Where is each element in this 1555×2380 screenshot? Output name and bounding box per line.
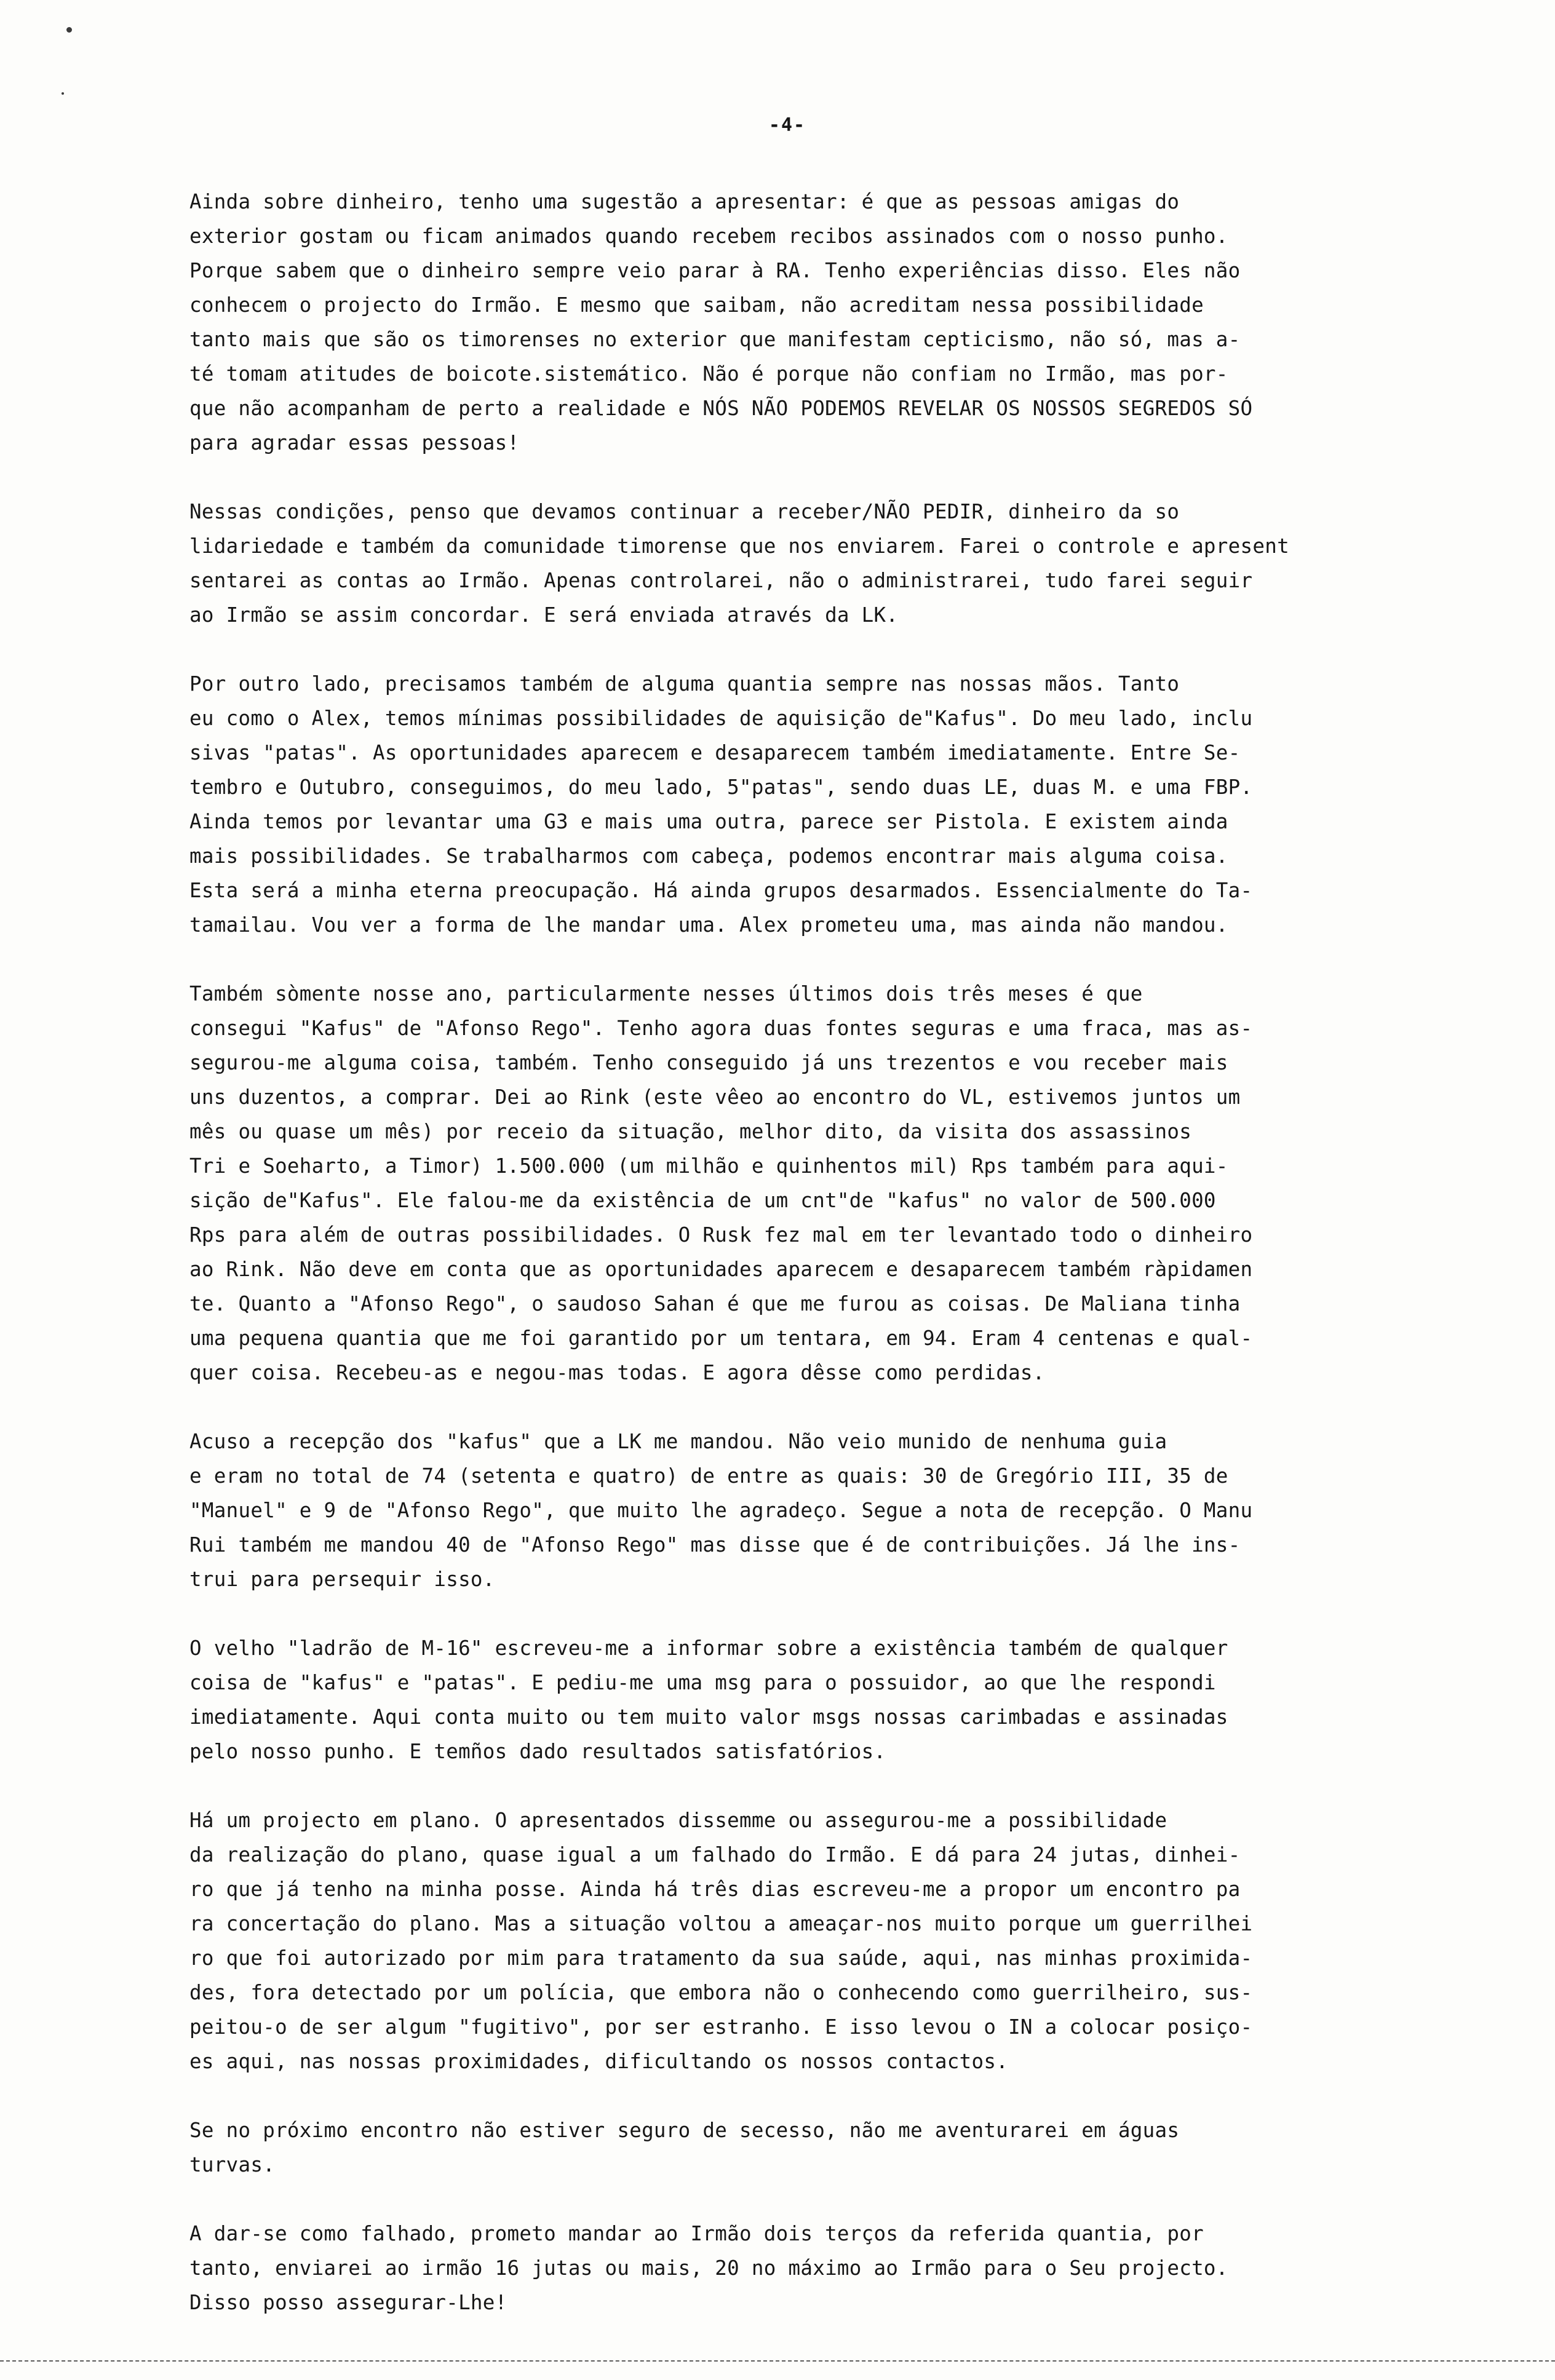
text-line: exterior gostam ou ficam animados quando recebem recibos assinados com o nosso punho. <box>189 224 1228 248</box>
text-line: da realização do plano, quase igual a um falhado do Irmão. E dá para 24 jutas, dinhei- <box>189 1843 1241 1866</box>
paragraph <box>189 1803 1457 2079</box>
text-line: Rps para além de outras possibilidades. O Rusk fez mal em ter levantado todo o dinheiro <box>189 1223 1253 1247</box>
text-line: es aqui, nas nossas proximidades, dificultando os nossos contactos. <box>189 2050 1009 2073</box>
text-line: Há um projecto em plano. O apresentados dissemme ou assegurou-me a possibilidade <box>189 1809 1167 1832</box>
text-line: Tri e Soeharto, a Timor) 1.500.000 (um milhão e quinhentos mil) Rps também para aqui- <box>189 1154 1228 1178</box>
text-line: té tomam atitudes de boicote.sistemático. Não é porque não confiam no Irmão, mas por- <box>189 362 1228 386</box>
text-line: que não acompanham de perto a realidade e NÓS NÃO PODEMOS REVELAR OS NOSSOS SEGREDOS SÓ <box>189 397 1253 420</box>
text-line: Porque sabem que o dinheiro sempre veio parar à RA. Tenho experiências disso. Eles não <box>189 259 1241 282</box>
text-line: Disso posso assegurar-Lhe! <box>189 2291 507 2314</box>
paragraph <box>189 667 1457 942</box>
text-line: para agradar essas pessoas! <box>189 431 520 454</box>
text-line: turvas. <box>189 2153 276 2176</box>
paragraph <box>189 2216 1457 2320</box>
text-line: e eram no total de 74 (setenta e quatro) de entre as quais: 30 de Gregório III, 35 de <box>189 1464 1228 1488</box>
text-line: Rui também me mandou 40 de "Afonso Rego" mas disse que é de contribuições. Já lhe ins- <box>189 1533 1241 1557</box>
scan-speck <box>66 27 72 33</box>
text-line: ro que já tenho na minha posse. Ainda há três dias escreveu-me a propor um encontro pa <box>189 1878 1241 1901</box>
page-number: -4- <box>768 114 806 136</box>
text-line: tembro e Outubro, conseguimos, do meu lado, 5"patas", sendo duas LE, duas M. e uma FBP. <box>189 775 1253 799</box>
paragraph <box>189 494 1457 632</box>
text-line: ao Rink. Não deve em conta que as oportunidades aparecem e desaparecem também ràpidamen <box>189 1258 1253 1281</box>
text-line: lidariedade e também da comunidade timorense que nos enviarem. Farei o controle e apresent <box>189 534 1289 558</box>
text-line: Nessas condições, penso que devamos continuar a receber/NÃO PEDIR, dinheiro da so <box>189 500 1180 523</box>
text-line: Ainda temos por levantar uma G3 e mais uma outra, parece ser Pistola. E existem ainda <box>189 810 1228 833</box>
paragraph <box>189 977 1457 1390</box>
text-line: ro que foi autorizado por mim para tratamento da sua saúde, aqui, nas minhas proximida- <box>189 1946 1253 1970</box>
paragraph <box>189 2113 1457 2182</box>
text-line: tamailau. Vou ver a forma de lhe mandar uma. Alex prometeu uma, mas ainda não mandou. <box>189 913 1228 937</box>
text-line: trui para persequir isso. <box>189 1568 495 1591</box>
text-line: Acuso a recepção dos "kafus" que a LK me mandou. Não veio munido de nenhuma guia <box>189 1430 1167 1453</box>
text-line: Ainda sobre dinheiro, tenho uma sugestão a apresentar: é que as pessoas amigas do <box>189 190 1180 213</box>
text-line: Se no próximo encontro não estiver seguro de secesso, não me aventurarei em águas <box>189 2119 1180 2142</box>
text-line: sentarei as contas ao Irmão. Apenas controlarei, não o administrarei, tudo farei seguir <box>189 569 1253 592</box>
text-line: mais possibilidades. Se trabalharmos com cabeça, podemos encontrar mais alguma coisa. <box>189 844 1228 868</box>
text-line: Também sòmente nosse ano, particularmente nesses últimos dois três meses é que <box>189 982 1143 1006</box>
text-line: consegui "Kafus" de "Afonso Rego". Tenho agora duas fontes seguras e uma fraca, mas as- <box>189 1017 1253 1040</box>
text-line: ao Irmão se assim concordar. E será enviada através da LK. <box>189 603 899 627</box>
text-line: sivas "patas". As oportunidades aparecem e desaparecem também imediatamente. Entre Se- <box>189 741 1241 764</box>
scan-speck <box>62 92 64 95</box>
bottom-rule <box>0 2360 1555 2362</box>
text-line: "Manuel" e 9 de "Afonso Rego", que muito lhe agradeço. Segue a nota de recepção. O Manu <box>189 1499 1253 1522</box>
paragraph <box>189 1631 1457 1769</box>
text-line: eu como o Alex, temos mínimas possibilidades de aquisição de"Kafus". Do meu lado, inclu <box>189 707 1253 730</box>
document-body <box>189 184 1457 2354</box>
text-line: pelo nosso punho. E temños dado resultados satisfatórios. <box>189 1740 886 1763</box>
text-line: conhecem o projecto do Irmão. E mesmo que saibam, não acreditam nessa possibilidade <box>189 293 1204 317</box>
text-line: te. Quanto a "Afonso Rego", o saudoso Sahan é que me furou as coisas. De Maliana tinha <box>189 1292 1241 1315</box>
paragraph <box>189 184 1457 460</box>
text-line: tanto, enviarei ao irmão 16 jutas ou mais, 20 no máximo ao Irmão para o Seu projecto. <box>189 2256 1228 2280</box>
text-line: uma pequena quantia que me foi garantido por um tentara, em 94. Eram 4 centenas e qual- <box>189 1327 1253 1350</box>
text-line: tanto mais que são os timorenses no exterior que manifestam cepticismo, não só, mas a- <box>189 328 1241 351</box>
text-line: des, fora detectado por um polícia, que embora não o conhecendo como guerrilheiro, sus- <box>189 1981 1253 2004</box>
text-line: sição de"Kafus". Ele falou-me da existência de um cnt"de "kafus" no valor de 500.000 <box>189 1189 1216 1212</box>
text-line: segurou-me alguma coisa, também. Tenho conseguido já uns trezentos e vou receber mais <box>189 1051 1228 1074</box>
text-line: peitou-o de ser algum "fugitivo", por ser estranho. E isso levou o IN a colocar posiço- <box>189 2015 1253 2039</box>
text-line: coisa de "kafus" e "patas". E pediu-me uma msg para o possuidor, ao que lhe respondi <box>189 1671 1216 1694</box>
text-line: A dar-se como falhado, prometo mandar ao Irmão dois terços da referida quantia, por <box>189 2222 1204 2245</box>
text-line: ra concertação do plano. Mas a situação voltou a ameaçar-nos muito porque um guerrilhei <box>189 1912 1253 1935</box>
text-line: imediatamente. Aqui conta muito ou tem muito valor msgs nossas carimbadas e assinadas <box>189 1705 1228 1729</box>
text-line: Por outro lado, precisamos também de alguma quantia sempre nas nossas mãos. Tanto <box>189 672 1180 696</box>
text-line: Esta será a minha eterna preocupação. Há ainda grupos desarmados. Essencialmente do Ta- <box>189 879 1253 902</box>
text-line: uns duzentos, a comprar. Dei ao Rink (este vêeo ao encontro do VL, estivemos juntos um <box>189 1085 1241 1109</box>
paragraph <box>189 1424 1457 1597</box>
text-line: mês ou quase um mês) por receio da situação, melhor dito, da visita dos assassinos <box>189 1120 1192 1143</box>
text-line: O velho "ladrão de M-16" escreveu-me a informar sobre a existência também de qualquer <box>189 1636 1228 1660</box>
text-line: quer coisa. Recebeu-as e negou-mas todas. E agora dêsse como perdidas. <box>189 1361 1045 1384</box>
